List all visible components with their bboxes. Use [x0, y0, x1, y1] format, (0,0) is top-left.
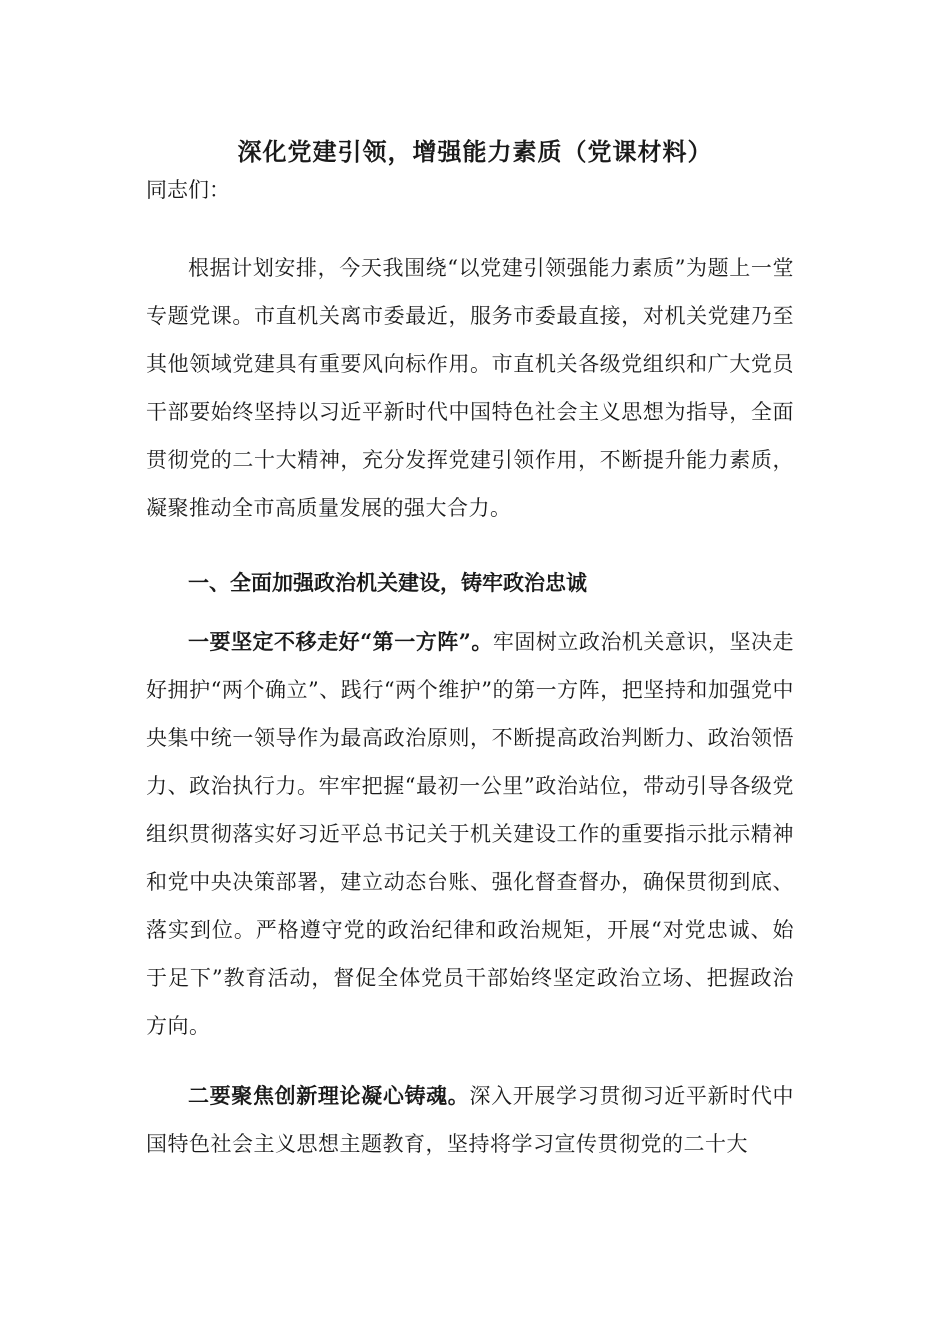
point-1-body: 牢固树立政治机关意识，坚决走好拥护“两个确立”、践行“两个维护”的第一方阵，把坚持和加强党中央集中统一领导作为最高政治原则，不断提高政治判断力、政治领悟力、政治执行力。牢牢把握“最初一公里”政治站位，带动引导各级党组织贯彻落实好习近平总书记关于机关建设工作的重要指示批示精神和党中央决策部署，建立动态台账、强化督查督办，确保贯彻到底、落实到位。严格遵守党的政治纪律和政治规矩，开展“对党忠诚、始于足下”教育活动，督促全体党员干部始终坚定政治立场、把握政治方向。: [146, 630, 794, 1038]
point-1-lead: 一要坚定不移走好“第一方阵”。: [188, 629, 493, 654]
point-1-paragraph: [146, 618, 794, 1050]
point-2-body: 深入开展学习贯彻习近平新时代中国特色社会主义思想主题教育，坚持将学习宣传贯彻党的二十大: [146, 1084, 795, 1156]
point-2-lead: 二要聚焦创新理论凝心铸魂。: [188, 1083, 470, 1108]
document-title: 深化党建引领，增强能力素质（党课材料）: [237, 137, 713, 166]
point-2-paragraph: [146, 1072, 794, 1168]
intro-paragraph: 根据计划安排，今天我围绕“以党建引领强能力素质”为题上一堂专题党课。市直机关离市委最近，服务市委最直接，对机关党建乃至其他领域党建具有重要风向标作用。市直机关各级党组织和广大党员干部要始终坚持以习近平新时代中国特色社会主义思想为指导，全面贯彻党的二十大精神，充分发挥党建引领作用，不断提升能力素质，凝聚推动全市高质量发展的强大合力。: [146, 256, 794, 520]
section-heading-1: 一、全面加强政治机关建设，铸牢政治忠诚: [188, 570, 587, 595]
salutation: 同志们：: [146, 178, 230, 202]
